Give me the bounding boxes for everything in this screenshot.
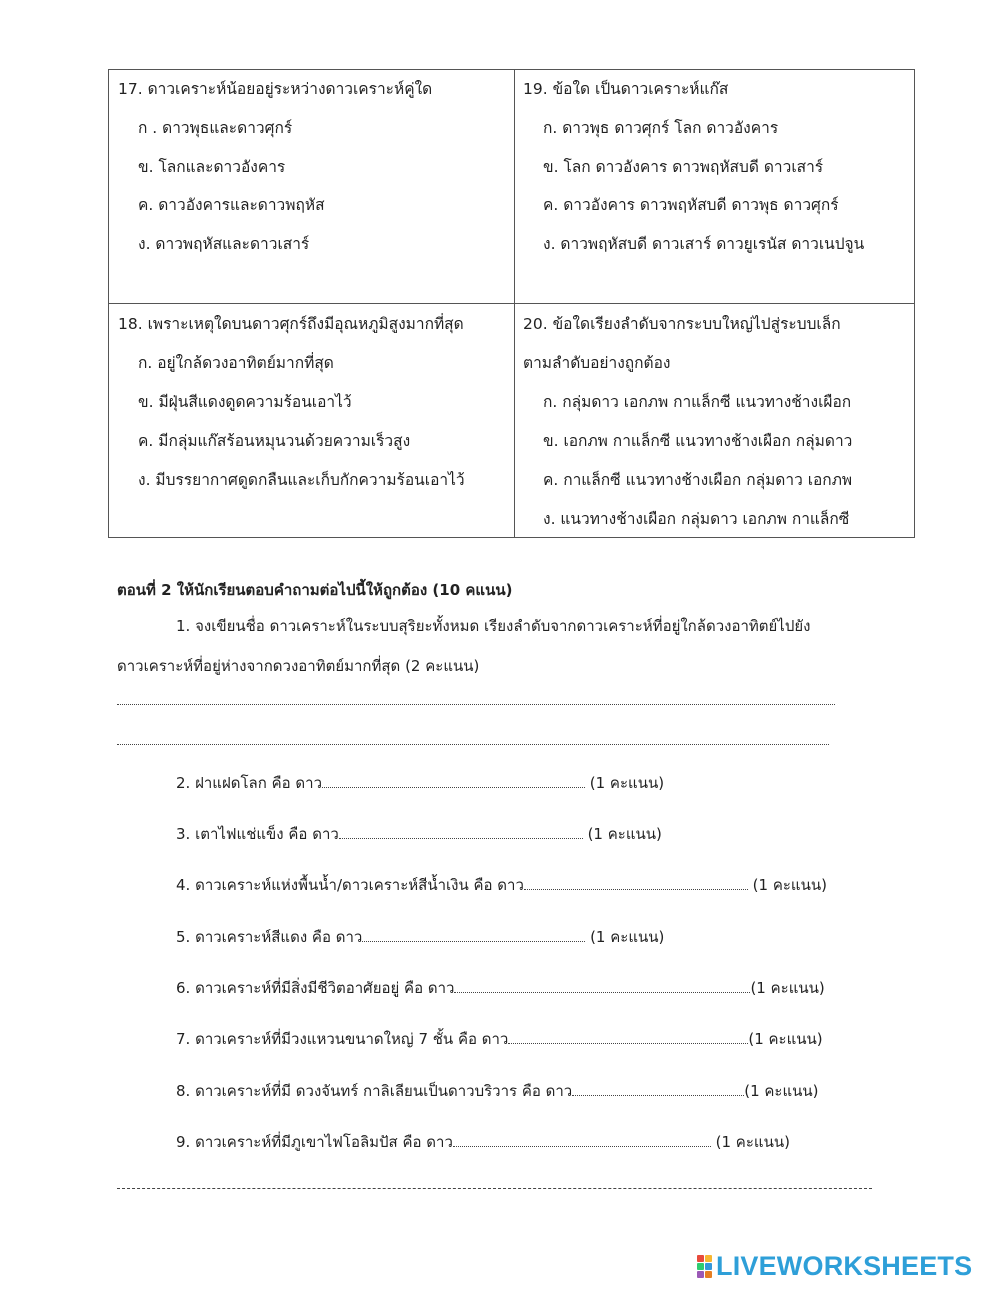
fill-item-6 — [176, 976, 825, 1000]
option-d[interactable]: ง. แนวทางช้างเผือก กลุ่มดาว เอกภพ กาแล็กซี — [543, 510, 850, 528]
fill-item-text: 8. ดาวเคราะห์ที่มี ดวงจันทร์ กาลิเลียนเป็นดาวบริวาร คือ ดาว — [176, 1082, 573, 1100]
option-a[interactable]: ก . ดาวพุธและดาวศุกร์ — [138, 119, 293, 137]
fill-item-text: 7. ดาวเคราะห์ที่มีวงแหวนขนาดใหญ่ 7 ชั้น คือ ดาว — [176, 1030, 509, 1048]
question-text: 17. ดาวเคราะห์น้อยอยู่ระหว่างดาวเคราะห์คู่ใด — [118, 80, 433, 98]
option-b[interactable]: ข. เอกภพ กาแล็กซี แนวทางช้างเผือก กลุ่มดาว — [543, 432, 853, 450]
option-a[interactable]: ก. ดาวพุธ ดาวศุกร์ โลก ดาวอังคาร — [543, 119, 779, 137]
fill-item-text: 4. ดาวเคราะห์แห่งพื้นน้ำ/ดาวเคราะห์สีน้ำเงิน คือ ดาว — [176, 876, 524, 894]
fill-item-8 — [176, 1079, 819, 1103]
answer-blank[interactable] — [572, 1083, 744, 1096]
fill-item-text: 2. ฝาแฝดโลก คือ ดาว — [176, 774, 322, 792]
answer-line-2[interactable] — [117, 744, 829, 745]
question-table — [108, 69, 915, 538]
part2-title: ตอนที่ 2 ให้นักเรียนตอบคำถามต่อไปนี้ให้ถูกต้อง (10 คแนน) — [117, 581, 513, 599]
part2-q1-line1: 1. จงเขียนชื่อ ดาวเคราะห์ในระบบสุริยะทั้งหมด เรียงลำดับจากดาวเคราะห์ที่อยู่ใกล้ดวงอาทิตย์ไปยัง — [176, 617, 811, 635]
answer-blank[interactable] — [322, 775, 585, 788]
answer-line-1[interactable] — [117, 704, 835, 705]
option-b[interactable]: ข. มีฝุ่นสีแดงดูดความร้อนเอาไว้ — [138, 393, 352, 411]
fill-item-text: 3. เตาไฟแช่แข็ง คือ ดาว — [176, 825, 339, 843]
fill-item-score: (1 คะแนน) — [585, 928, 665, 946]
fill-item-score: (1 คะแนน) — [710, 1133, 790, 1151]
answer-blank[interactable] — [453, 1134, 711, 1147]
option-c[interactable]: ค. ดาวอังคาร ดาวพฤหัสบดี ดาวพุธ ดาวศุกร์ — [543, 196, 839, 214]
option-d[interactable]: ง. ดาวพฤหัสและดาวเสาร์ — [138, 235, 310, 253]
part2-q1-line2: ดาวเคราะห์ที่อยู่ห่างจากดวงอาทิตย์มากที่สุด (2 คะแนน) — [117, 657, 480, 675]
option-b[interactable]: ข. โลก ดาวอังคาร ดาวพฤหัสบดี ดาวเสาร์ — [543, 158, 824, 176]
fill-item-score: (1 คะแนน) — [748, 1030, 823, 1048]
fill-item-text: 6. ดาวเคราะห์ที่มีสิ่งมีชีวิตอาศัยอยู่ คือ ดาว — [176, 979, 455, 997]
fill-item-3 — [176, 822, 662, 846]
section-divider — [117, 1188, 872, 1189]
option-a[interactable]: ก. กลุ่มดาว เอกภพ กาแล็กซี แนวทางช้างเผือก — [543, 393, 852, 411]
answer-blank[interactable] — [339, 826, 583, 839]
fill-item-7 — [176, 1027, 823, 1051]
option-a[interactable]: ก. อยู่ใกล้ดวงอาทิตย์มากที่สุด — [138, 354, 334, 372]
option-d[interactable]: ง. มีบรรยากาศดูดกลืนและเก็บกักความร้อนเอาไว้ — [138, 471, 465, 489]
fill-item-score: (1 คะแนน) — [750, 979, 825, 997]
fill-item-2 — [176, 771, 664, 795]
fill-item-text: 9. ดาวเคราะห์ที่มีภูเขาไฟโอลิมปัส คือ ดาว — [176, 1133, 453, 1151]
fill-item-score: (1 คะแนน) — [585, 774, 665, 792]
logo-mark-icon — [697, 1255, 712, 1278]
option-c[interactable]: ค. มีกลุ่มแก๊สร้อนหมุนวนด้วยความเร็วสูง — [138, 432, 411, 450]
option-c[interactable]: ค. กาแล็กซี แนวทางช้างเผือก กลุ่มดาว เอกภพ — [543, 471, 853, 489]
fill-item-score: (1 คะแนน) — [582, 825, 662, 843]
question-text: 19. ข้อใด เป็นดาวเคราะห์แก๊ส — [523, 80, 729, 98]
option-b[interactable]: ข. โลกและดาวอังคาร — [138, 158, 286, 176]
fill-item-9 — [176, 1130, 790, 1154]
fill-item-text: 5. ดาวเคราะห์สีแดง คือ ดาว — [176, 928, 363, 946]
answer-blank[interactable] — [508, 1031, 748, 1044]
fill-item-score: (1 คะแนน) — [744, 1082, 819, 1100]
answer-blank[interactable] — [524, 877, 748, 890]
table-divider-horizontal — [109, 303, 914, 304]
option-d[interactable]: ง. ดาวพฤหัสบดี ดาวเสาร์ ดาวยูเรนัส ดาวเนปจูน — [543, 235, 865, 253]
fill-item-score: (1 คะแนน) — [747, 876, 827, 894]
question-text: 18. เพราะเหตุใดบนดาวศุกร์ถึงมีอุณหภูมิสูงมากที่สุด — [118, 315, 464, 333]
logo-text: LIVEWORKSHEETS — [716, 1250, 973, 1281]
answer-blank[interactable] — [454, 980, 750, 993]
answer-blank[interactable] — [362, 929, 585, 942]
fill-item-5 — [176, 925, 664, 949]
liveworksheets-logo — [697, 1251, 972, 1281]
fill-item-4 — [176, 873, 827, 897]
question-text-continued: ตามลำดับอย่างถูกต้อง — [523, 354, 671, 372]
option-c[interactable]: ค. ดาวอังคารและดาวพฤหัส — [138, 196, 325, 214]
question-text: 20. ข้อใดเรียงลำดับจากระบบใหญ่ไปสู่ระบบเล็ก — [523, 315, 841, 333]
